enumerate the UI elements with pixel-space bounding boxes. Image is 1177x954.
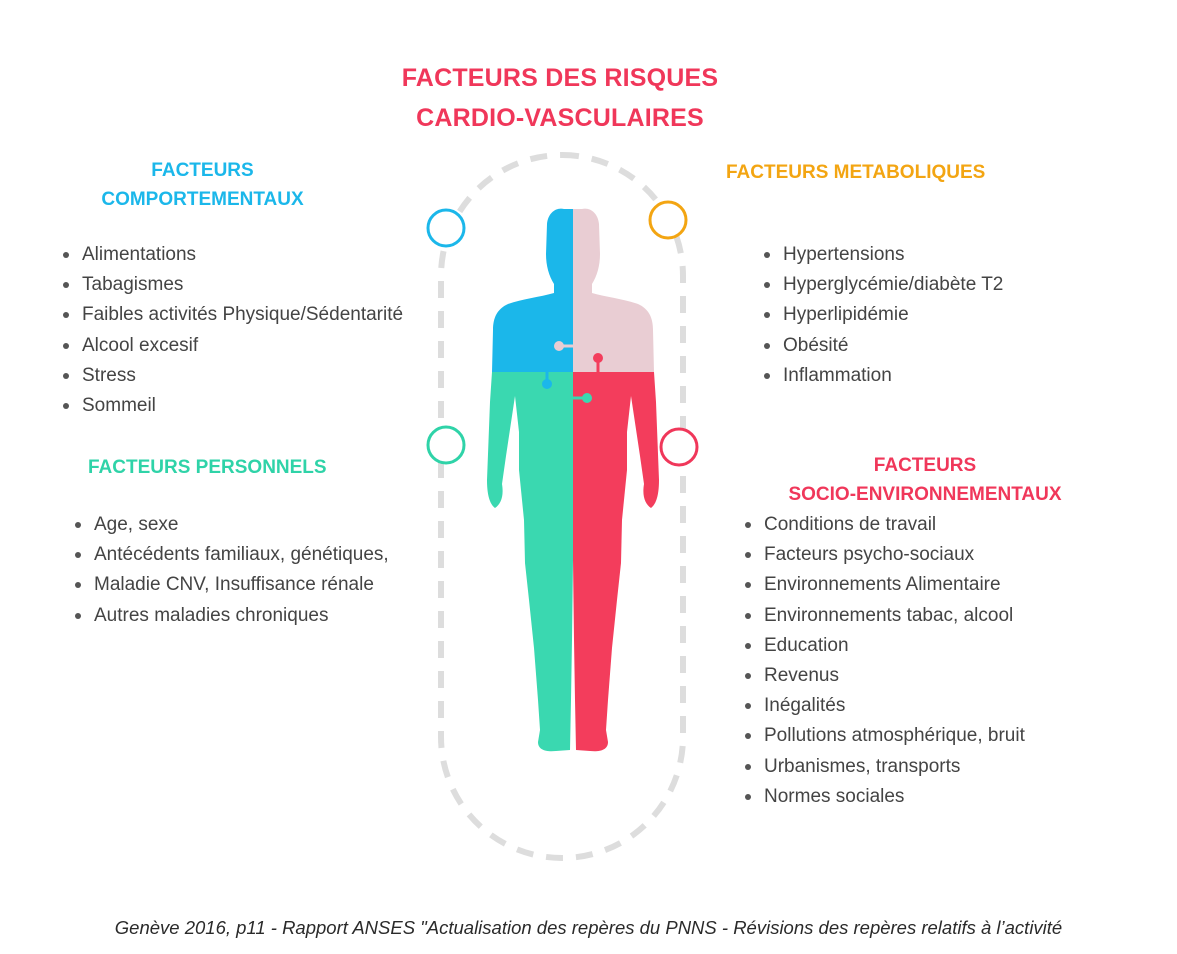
title-line-1: FACTEURS DES RISQUES <box>401 64 719 92</box>
list-item: Environnements tabac, alcool <box>743 601 1025 631</box>
list-personal <box>73 510 389 631</box>
human-silhouette <box>470 195 683 762</box>
list-item: Alcool excesif <box>61 331 403 361</box>
list-item: Inflammation <box>762 361 1003 391</box>
list-item: Hyperglycémie/diabète T2 <box>762 270 1003 300</box>
source-caption: Genève 2016, p11 - Rapport ANSES "Actualisation des repères du PNNS - Révisions des repères relatifs à l’activité <box>114 917 1063 938</box>
list-item: Sommeil <box>61 391 403 421</box>
list-item: Revenus <box>743 661 1025 691</box>
list-item: Alimentations <box>61 240 403 270</box>
list-item: Education <box>743 631 1025 661</box>
list-behavioural <box>61 240 403 421</box>
list-item: Age, sexe <box>73 510 389 540</box>
list-item: Hyperlipidémie <box>762 300 1003 330</box>
heading-socio: FACTEURS SOCIO-ENVIRONNEMENTAUX <box>788 455 1062 505</box>
marker-circle-metabolic <box>650 202 686 238</box>
list-item: Autres maladies chroniques <box>73 601 389 631</box>
list-item: Urbanismes, transports <box>743 752 1025 782</box>
heading-metabolic: FACTEURS METABOLIQUES <box>726 162 986 183</box>
marker-circle-personal <box>428 427 464 463</box>
list-item: Inégalités <box>743 691 1025 721</box>
list-item: Conditions de travail <box>743 510 1025 540</box>
heading-behavioural: FACTEURS COMPORTEMENTAUX <box>101 160 304 210</box>
marker-circle-socio <box>661 429 697 465</box>
list-item: Normes sociales <box>743 782 1025 812</box>
list-metabolic <box>762 240 1003 391</box>
list-item: Tabagismes <box>61 270 403 300</box>
list-item: Hypertensions <box>762 240 1003 270</box>
title-line-2: CARDIO-VASCULAIRES <box>416 104 704 132</box>
list-item: Obésité <box>762 331 1003 361</box>
list-item: Stress <box>61 361 403 391</box>
list-item: Pollutions atmosphérique, bruit <box>743 721 1025 751</box>
list-item: Facteurs psycho-sociaux <box>743 540 1025 570</box>
list-socio <box>743 510 1025 812</box>
body-quadrant-personal <box>470 372 573 762</box>
list-item: Environnements Alimentaire <box>743 570 1025 600</box>
heading-personal: FACTEURS PERSONNELS <box>88 457 327 478</box>
body-quadrant-socio <box>573 372 683 762</box>
list-item: Faibles activités Physique/Sédentarité <box>61 300 403 330</box>
marker-circle-behavioural <box>428 210 464 246</box>
list-item: Antécédents familiaux, génétiques, <box>73 540 389 570</box>
list-item: Maladie CNV, Insuffisance rénale <box>73 570 389 600</box>
